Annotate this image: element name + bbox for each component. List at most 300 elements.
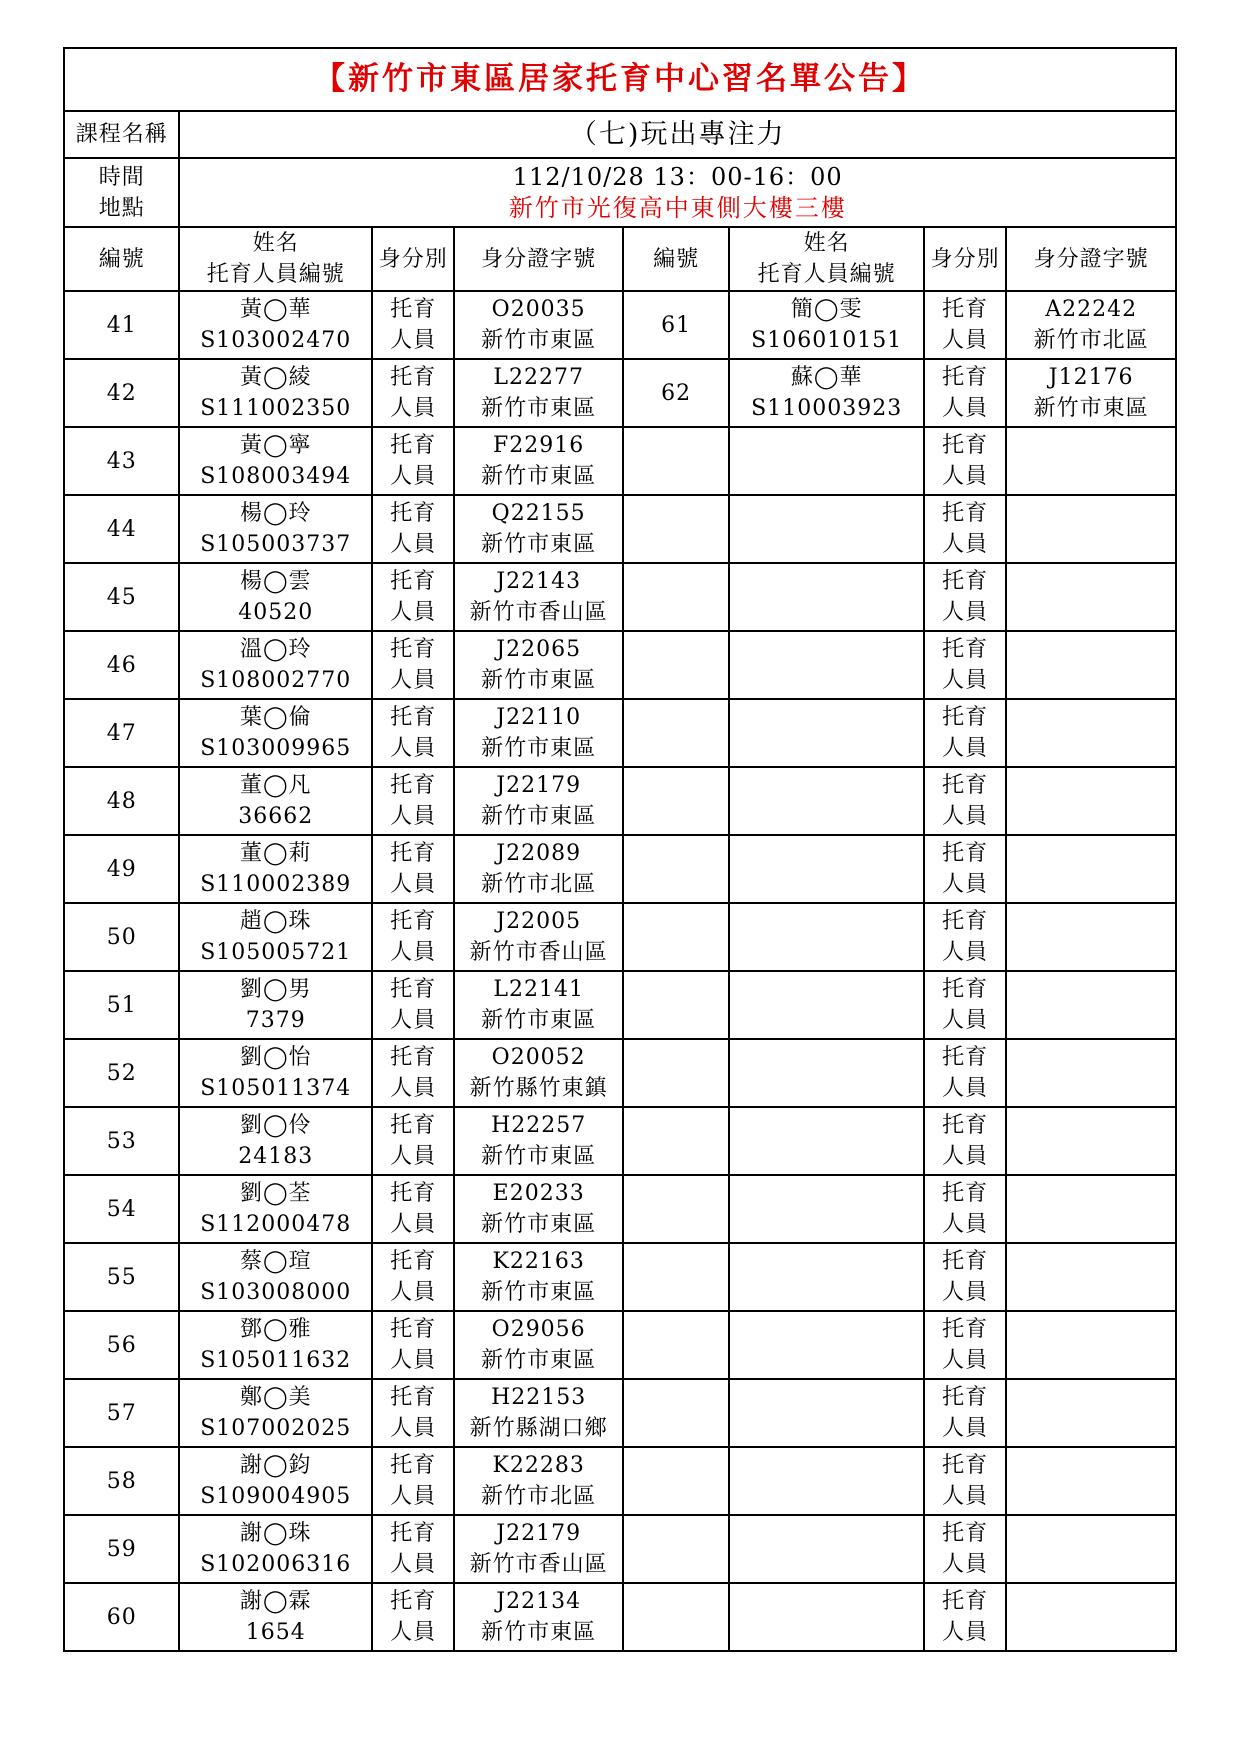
role-line2: 人員 — [390, 600, 437, 625]
entry-number — [623, 1243, 729, 1311]
role-line2: 人員 — [942, 1144, 989, 1169]
entry-role — [924, 1311, 1006, 1379]
entry-id — [454, 835, 623, 903]
table-row — [64, 1175, 1176, 1243]
id-number: O29056 — [491, 1317, 586, 1342]
role-line2: 人員 — [942, 1280, 989, 1305]
entry-role — [372, 699, 454, 767]
entry-id — [454, 1039, 623, 1107]
id-area: 新竹市香山區 — [469, 940, 608, 965]
entry-role — [924, 427, 1006, 495]
caregiver-name: 溫◯玲 — [239, 637, 312, 662]
entry-role — [924, 631, 1006, 699]
table-row — [64, 495, 1176, 563]
caregiver-code: S107002025 — [200, 1416, 352, 1441]
entry-id — [454, 1583, 623, 1651]
entry-id — [1006, 291, 1176, 359]
entry-number — [623, 427, 729, 495]
entry-name — [179, 495, 372, 563]
id-number: A22242 — [1045, 297, 1138, 322]
entry-role — [372, 903, 454, 971]
id-area: 新竹縣湖口鄉 — [469, 1416, 608, 1441]
role-line2: 人員 — [390, 464, 437, 489]
id-number: J22005 — [496, 909, 582, 934]
id-area: 新竹市香山區 — [469, 600, 608, 625]
session-time: 112/10/28 13：00-16：00 — [512, 162, 843, 191]
role-line1: 托育 — [942, 1317, 989, 1342]
id-area: 新竹市香山區 — [469, 1552, 608, 1577]
role-line1: 托育 — [390, 1385, 437, 1410]
entry-role — [924, 495, 1006, 563]
entry-id — [1006, 971, 1176, 1039]
entry-id — [454, 971, 623, 1039]
entry-role — [372, 1447, 454, 1515]
entry-id — [1006, 1107, 1176, 1175]
id-area: 新竹市東區 — [481, 532, 597, 557]
role-line2: 人員 — [942, 328, 989, 353]
table-row — [64, 1311, 1176, 1379]
entry-id — [1006, 767, 1176, 835]
caregiver-code: 24183 — [238, 1144, 314, 1169]
entry-role — [924, 291, 1006, 359]
entry-role — [924, 1379, 1006, 1447]
entry-role — [372, 495, 454, 563]
caregiver-name: 謝◯鈞 — [239, 1453, 312, 1478]
entry-name — [179, 835, 372, 903]
caregiver-code: S108003494 — [200, 464, 352, 489]
role-line1: 托育 — [390, 569, 437, 594]
caregiver-code: S105011374 — [200, 1076, 352, 1101]
entry-name — [729, 699, 924, 767]
id-number: O20052 — [491, 1045, 586, 1070]
table-row — [64, 1243, 1176, 1311]
role-line2: 人員 — [942, 872, 989, 897]
id-area: 新竹市東區 — [1033, 396, 1149, 421]
role-line1: 托育 — [942, 705, 989, 730]
entry-role — [372, 767, 454, 835]
entry-id — [1006, 699, 1176, 767]
role-line2: 人員 — [390, 872, 437, 897]
role-line1: 托育 — [942, 841, 989, 866]
caregiver-name: 董◯凡 — [239, 773, 312, 798]
id-area: 新竹市北區 — [1033, 328, 1149, 353]
role-line1: 托育 — [942, 909, 989, 934]
entry-name — [179, 427, 372, 495]
entry-name — [729, 427, 924, 495]
role-line1: 托育 — [390, 1045, 437, 1070]
entry-role — [924, 1039, 1006, 1107]
entry-name — [179, 1583, 372, 1651]
entry-id — [1006, 1039, 1176, 1107]
table-row — [64, 1447, 1176, 1515]
role-line1: 托育 — [942, 637, 989, 662]
role-line1: 托育 — [942, 297, 989, 322]
id-area: 新竹市東區 — [481, 1280, 597, 1305]
entry-name — [179, 1311, 372, 1379]
caregiver-code: S108002770 — [200, 668, 352, 693]
role-line2: 人員 — [942, 1008, 989, 1033]
entry-name — [729, 971, 924, 1039]
entry-name — [729, 1379, 924, 1447]
entry-number — [623, 699, 729, 767]
entry-name — [179, 359, 372, 427]
entry-number: 51 — [64, 971, 179, 1039]
role-line1: 托育 — [390, 1521, 437, 1546]
entry-number: 61 — [623, 291, 729, 359]
entry-role — [924, 903, 1006, 971]
entry-id — [1006, 835, 1176, 903]
entry-name — [179, 563, 372, 631]
entry-role — [924, 1107, 1006, 1175]
entry-name — [729, 1447, 924, 1515]
role-line1: 托育 — [942, 1589, 989, 1614]
entry-id — [454, 1175, 623, 1243]
caregiver-code: S103008000 — [200, 1280, 352, 1305]
id-number: J22179 — [496, 773, 582, 798]
entry-id — [1006, 1379, 1176, 1447]
header-name-line2: 托育人員編號 — [757, 262, 896, 287]
entry-name — [179, 631, 372, 699]
id-number: J22065 — [496, 637, 582, 662]
header-role-right: 身分別 — [924, 227, 1006, 291]
role-line2: 人員 — [390, 1552, 437, 1577]
entry-number: 50 — [64, 903, 179, 971]
header-row — [64, 227, 1176, 291]
id-number: L22277 — [493, 365, 584, 390]
entry-role — [924, 835, 1006, 903]
role-line2: 人員 — [390, 396, 437, 421]
id-number: O20035 — [491, 297, 586, 322]
caregiver-name: 謝◯珠 — [239, 1521, 312, 1546]
role-line2: 人員 — [390, 1144, 437, 1169]
place-label: 地點 — [98, 195, 145, 221]
header-name-line1: 姓名 — [252, 231, 299, 256]
entry-id — [454, 495, 623, 563]
caregiver-name: 趙◯珠 — [239, 909, 312, 934]
entry-number — [623, 1107, 729, 1175]
role-line1: 托育 — [390, 433, 437, 458]
header-role-left: 身分別 — [372, 227, 454, 291]
id-number: E20233 — [492, 1181, 585, 1206]
caregiver-code: S110003923 — [751, 396, 903, 421]
entry-role — [372, 1515, 454, 1583]
entry-id — [454, 563, 623, 631]
role-line1: 托育 — [942, 569, 989, 594]
caregiver-code: S112000478 — [200, 1212, 352, 1237]
caregiver-name: 楊◯玲 — [239, 501, 312, 526]
role-line2: 人員 — [390, 328, 437, 353]
caregiver-name: 鄧◯雅 — [239, 1317, 312, 1342]
entry-number: 53 — [64, 1107, 179, 1175]
id-area: 新竹市東區 — [481, 1348, 597, 1373]
id-area: 新竹市東區 — [481, 1212, 597, 1237]
entry-name — [179, 291, 372, 359]
id-number: J12176 — [1048, 365, 1134, 390]
entry-number: 48 — [64, 767, 179, 835]
table-row — [64, 1583, 1176, 1651]
role-line2: 人員 — [390, 1008, 437, 1033]
role-line2: 人員 — [390, 736, 437, 761]
entry-id — [454, 427, 623, 495]
entry-id — [454, 1107, 623, 1175]
time-place-label — [64, 158, 179, 227]
entry-id — [454, 1447, 623, 1515]
course-name: （七)玩出專注力 — [179, 111, 1176, 158]
entry-role — [372, 291, 454, 359]
entry-name — [179, 971, 372, 1039]
id-area: 新竹市東區 — [481, 1144, 597, 1169]
entry-id — [1006, 1243, 1176, 1311]
entry-name — [729, 835, 924, 903]
role-line1: 托育 — [942, 1181, 989, 1206]
id-area: 新竹市東區 — [481, 1620, 597, 1645]
entry-id — [454, 699, 623, 767]
page-title: 【新竹市東區居家托育中心習名單公告】 — [64, 48, 1176, 111]
role-line2: 人員 — [942, 668, 989, 693]
entry-name — [729, 1243, 924, 1311]
role-line1: 托育 — [390, 909, 437, 934]
caregiver-code: S102006316 — [200, 1552, 352, 1577]
entry-name — [179, 903, 372, 971]
entry-id — [1006, 631, 1176, 699]
entry-name — [179, 1447, 372, 1515]
entry-role — [372, 1039, 454, 1107]
entry-number: 43 — [64, 427, 179, 495]
caregiver-name: 葉◯倫 — [239, 705, 312, 730]
role-line1: 托育 — [390, 637, 437, 662]
table-row — [64, 631, 1176, 699]
header-name-line1: 姓名 — [803, 231, 850, 256]
caregiver-code: S103009965 — [200, 736, 352, 761]
entry-role — [372, 1175, 454, 1243]
table-row — [64, 427, 1176, 495]
role-line1: 托育 — [390, 705, 437, 730]
entry-name — [179, 1515, 372, 1583]
entry-name — [179, 1175, 372, 1243]
caregiver-name: 黃◯寧 — [239, 433, 312, 458]
entry-number: 44 — [64, 495, 179, 563]
role-line2: 人員 — [390, 1348, 437, 1373]
entry-role — [372, 563, 454, 631]
role-line2: 人員 — [390, 804, 437, 829]
entry-number — [623, 631, 729, 699]
entry-role — [924, 1175, 1006, 1243]
entry-id — [454, 903, 623, 971]
id-number: Q22155 — [491, 501, 586, 526]
entry-role — [372, 1583, 454, 1651]
role-line1: 托育 — [390, 841, 437, 866]
entry-name — [729, 1175, 924, 1243]
entry-number: 57 — [64, 1379, 179, 1447]
role-line1: 托育 — [390, 297, 437, 322]
entry-role — [924, 699, 1006, 767]
role-line1: 托育 — [390, 1589, 437, 1614]
role-line2: 人員 — [390, 532, 437, 557]
entry-id — [1006, 1583, 1176, 1651]
caregiver-name: 蘇◯華 — [790, 365, 863, 390]
id-number: J22143 — [496, 569, 582, 594]
role-line2: 人員 — [390, 1280, 437, 1305]
role-line1: 托育 — [390, 501, 437, 526]
table-row — [64, 291, 1176, 359]
table-row — [64, 835, 1176, 903]
caregiver-name: 黃◯綾 — [239, 365, 312, 390]
id-number: J22134 — [496, 1589, 582, 1614]
role-line2: 人員 — [942, 940, 989, 965]
caregiver-code: S105011632 — [200, 1348, 352, 1373]
entry-number — [623, 1379, 729, 1447]
table-row — [64, 971, 1176, 1039]
entry-name — [179, 1107, 372, 1175]
entry-role — [924, 359, 1006, 427]
table-row — [64, 1379, 1176, 1447]
caregiver-code: S103002470 — [200, 328, 352, 353]
header-no-right: 編號 — [623, 227, 729, 291]
table-row — [64, 903, 1176, 971]
entry-id — [454, 1243, 623, 1311]
table-row — [64, 767, 1176, 835]
entry-id — [1006, 1515, 1176, 1583]
entry-role — [372, 1107, 454, 1175]
entry-name — [179, 1379, 372, 1447]
entry-id — [1006, 427, 1176, 495]
entry-number: 55 — [64, 1243, 179, 1311]
id-area: 新竹市東區 — [481, 328, 597, 353]
role-line1: 托育 — [942, 977, 989, 1002]
role-line2: 人員 — [942, 1348, 989, 1373]
time-label: 時間 — [98, 164, 145, 190]
caregiver-code: S105005721 — [200, 940, 352, 965]
entry-number: 62 — [623, 359, 729, 427]
table-row — [64, 1039, 1176, 1107]
id-number: K22163 — [492, 1249, 585, 1274]
role-line1: 托育 — [942, 773, 989, 798]
table-row — [64, 1107, 1176, 1175]
entry-id — [1006, 1447, 1176, 1515]
id-area: 新竹市東區 — [481, 464, 597, 489]
entry-id — [454, 359, 623, 427]
entry-name — [729, 1311, 924, 1379]
id-number: F22916 — [493, 433, 585, 458]
caregiver-name: 黃◯華 — [239, 297, 312, 322]
entry-number — [623, 903, 729, 971]
role-line1: 托育 — [942, 1521, 989, 1546]
entry-number — [623, 971, 729, 1039]
caregiver-code: 7379 — [245, 1008, 306, 1033]
entry-name — [729, 1515, 924, 1583]
id-number: K22283 — [492, 1453, 585, 1478]
role-line2: 人員 — [942, 464, 989, 489]
caregiver-code: 40520 — [238, 600, 314, 625]
role-line1: 托育 — [390, 1317, 437, 1342]
entry-number — [623, 835, 729, 903]
header-name-right — [729, 227, 924, 291]
entry-role — [372, 1243, 454, 1311]
table-row — [64, 359, 1176, 427]
table-row — [64, 563, 1176, 631]
id-number: H22153 — [491, 1385, 587, 1410]
role-line1: 托育 — [390, 977, 437, 1002]
entry-id — [1006, 359, 1176, 427]
id-number: J22110 — [496, 705, 582, 730]
entry-number — [623, 1515, 729, 1583]
entry-number: 60 — [64, 1583, 179, 1651]
entry-number — [623, 1039, 729, 1107]
role-line2: 人員 — [942, 396, 989, 421]
entry-name — [179, 767, 372, 835]
role-line2: 人員 — [942, 1552, 989, 1577]
entry-name — [179, 699, 372, 767]
id-number: L22141 — [493, 977, 584, 1002]
entry-id — [1006, 903, 1176, 971]
role-line1: 托育 — [942, 1045, 989, 1070]
table-row — [64, 699, 1176, 767]
role-line2: 人員 — [390, 1076, 437, 1101]
entry-role — [372, 359, 454, 427]
caregiver-name: 謝◯霖 — [239, 1589, 312, 1614]
entry-id — [454, 1311, 623, 1379]
caregiver-code: S105003737 — [200, 532, 352, 557]
role-line1: 托育 — [390, 1181, 437, 1206]
entry-name — [729, 495, 924, 563]
entry-number: 42 — [64, 359, 179, 427]
entry-number: 49 — [64, 835, 179, 903]
role-line2: 人員 — [942, 736, 989, 761]
entry-role — [372, 1379, 454, 1447]
caregiver-name: 劉◯男 — [239, 977, 312, 1002]
role-line2: 人員 — [390, 1416, 437, 1441]
caregiver-code: S106010151 — [751, 328, 903, 353]
entry-name — [729, 359, 924, 427]
entry-name — [729, 1583, 924, 1651]
entry-role — [372, 631, 454, 699]
entry-name — [729, 631, 924, 699]
entry-role — [924, 1515, 1006, 1583]
role-line2: 人員 — [390, 1620, 437, 1645]
entry-role — [372, 835, 454, 903]
header-no-left: 編號 — [64, 227, 179, 291]
role-line1: 托育 — [390, 1249, 437, 1274]
entry-role — [924, 1243, 1006, 1311]
role-line1: 托育 — [942, 1113, 989, 1138]
entry-role — [372, 427, 454, 495]
caregiver-name: 劉◯荃 — [239, 1181, 312, 1206]
role-line2: 人員 — [390, 1212, 437, 1237]
id-area: 新竹市東區 — [481, 668, 597, 693]
entry-number: 56 — [64, 1311, 179, 1379]
header-name-line2: 托育人員編號 — [206, 262, 345, 287]
entry-number: 58 — [64, 1447, 179, 1515]
entry-role — [924, 1447, 1006, 1515]
id-area: 新竹市北區 — [481, 872, 597, 897]
entry-number: 47 — [64, 699, 179, 767]
id-area: 新竹縣竹東鎮 — [469, 1076, 608, 1101]
id-area: 新竹市東區 — [481, 1008, 597, 1033]
entry-name — [729, 767, 924, 835]
caregiver-code: S111002350 — [200, 396, 352, 421]
role-line1: 托育 — [942, 1453, 989, 1478]
entry-number — [623, 495, 729, 563]
entry-number — [623, 563, 729, 631]
entry-role — [372, 971, 454, 1039]
role-line2: 人員 — [942, 804, 989, 829]
role-line2: 人員 — [942, 600, 989, 625]
caregiver-code: S110002389 — [200, 872, 352, 897]
header-name-left — [179, 227, 372, 291]
id-number: H22257 — [491, 1113, 587, 1138]
entry-name — [729, 291, 924, 359]
caregiver-name: 劉◯怡 — [239, 1045, 312, 1070]
